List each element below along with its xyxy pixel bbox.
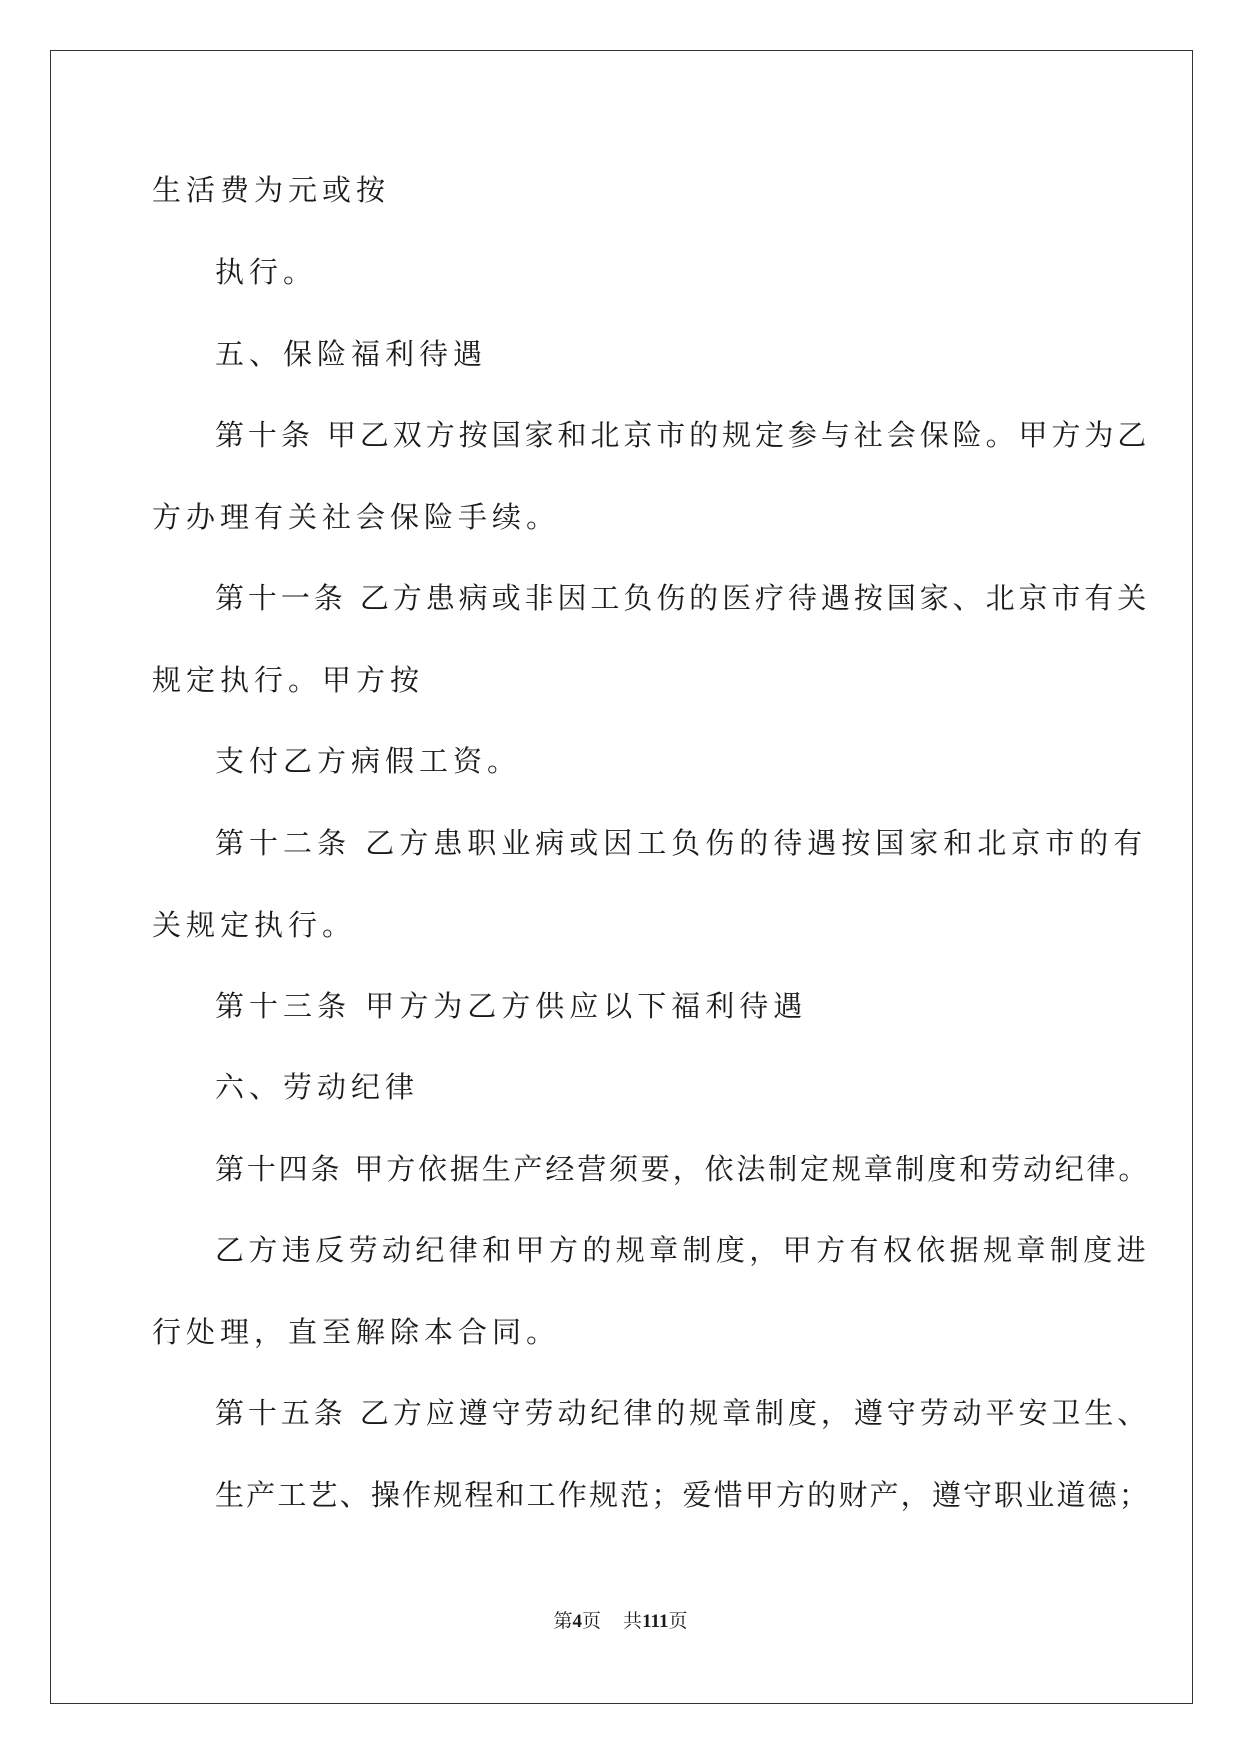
text-line: 第十三条 甲方为乙方供应以下福利待遇 bbox=[215, 989, 808, 1023]
total-suffix: 页 bbox=[668, 1610, 688, 1632]
page-footer bbox=[0, 1612, 1241, 1631]
section-heading: 五、保险福利待遇 bbox=[215, 337, 488, 371]
total-pages: 111 bbox=[642, 1611, 669, 1632]
page-prefix: 第 bbox=[553, 1610, 573, 1632]
text-line: 行处理，直至解除本合同。 bbox=[152, 1315, 561, 1349]
text-line: 方办理有关社会保险手续。 bbox=[152, 500, 561, 534]
text-line: 第十一条 乙方患病或非因工负伤的医疗待遇按国家、北京市有关 bbox=[215, 581, 1151, 615]
text-line: 支付乙方病假工资。 bbox=[215, 744, 522, 778]
section-heading: 六、劳动纪律 bbox=[215, 1070, 420, 1104]
total-prefix: 共 bbox=[623, 1610, 643, 1632]
page-border bbox=[50, 50, 1193, 1704]
text-line: 第十五条 乙方应遵守劳动纪律的规章制度，遵守劳动平安卫生、 bbox=[215, 1396, 1151, 1430]
text-line: 第十二条 乙方患职业病或因工负伤的待遇按国家和北京市的有 bbox=[215, 826, 1148, 860]
text-line: 执行。 bbox=[215, 255, 318, 289]
text-line: 规定执行。甲方按 bbox=[152, 663, 425, 697]
text-line: 第十四条 甲方依据生产经营须要，依法制定规章制度和劳动纪律。 bbox=[215, 1152, 1151, 1186]
text-line: 生活费为元或按 bbox=[152, 173, 391, 207]
page-number: 4 bbox=[572, 1611, 583, 1632]
page-suffix: 页 bbox=[582, 1610, 602, 1632]
text-line: 生产工艺、操作规程和工作规范；爱惜甲方的财产，遵守职业道德； bbox=[215, 1478, 1151, 1512]
text-line: 关规定执行。 bbox=[152, 908, 357, 942]
text-line: 第十条 甲乙双方按国家和北京市的规定参与社会保险。甲方为乙 bbox=[215, 418, 1151, 452]
text-line: 乙方违反劳动纪律和甲方的规章制度，甲方有权依据规章制度进 bbox=[215, 1233, 1151, 1267]
